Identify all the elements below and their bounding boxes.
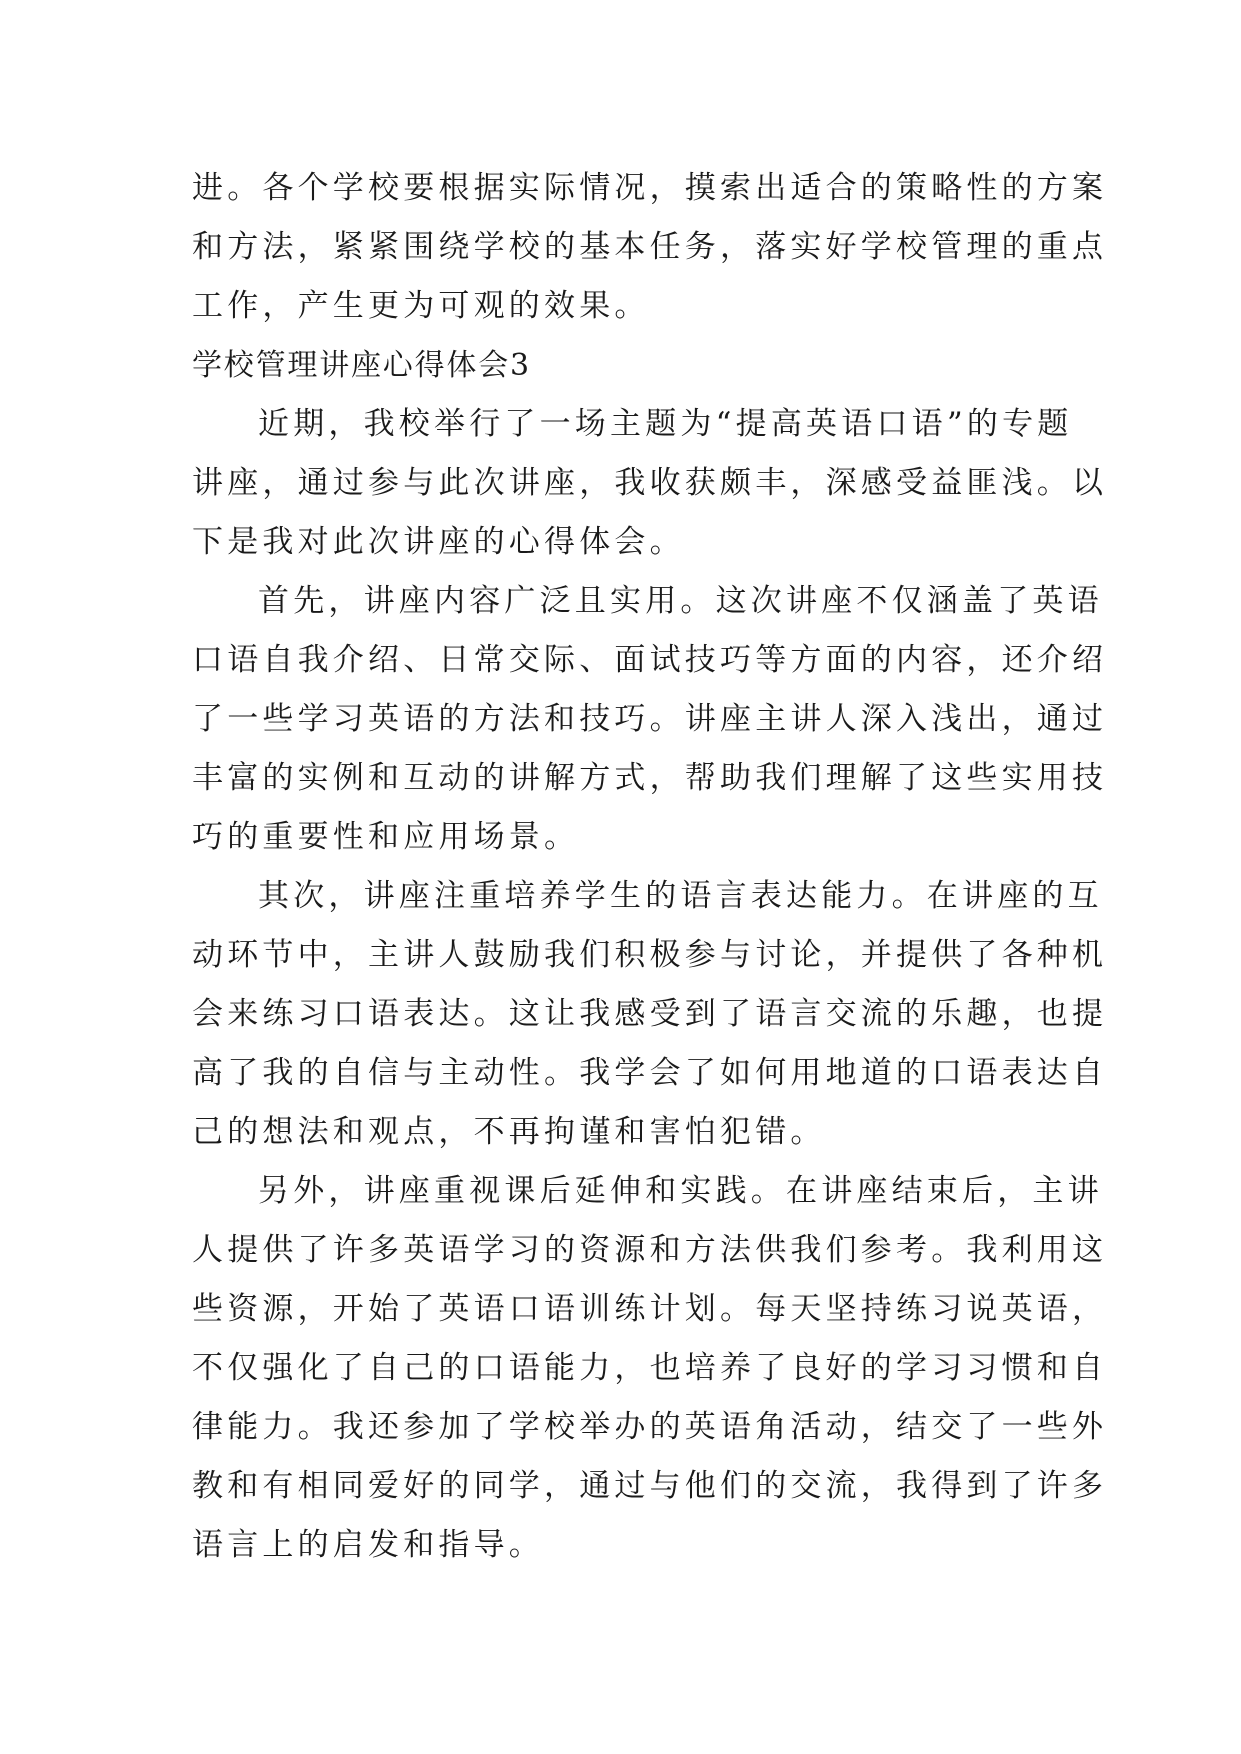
paragraph-second: [192, 867, 1108, 1162]
text-line: 工作，产生更为可观的效果。: [192, 288, 650, 324]
text-line: 丰富的实例和互动的讲解方式，帮助我们理解了这些实用技: [192, 760, 1108, 796]
text-line: 高了我的自信与主动性。我学会了如何用地道的口语表达自: [192, 1055, 1108, 1091]
text-line: 巧的重要性和应用场景。: [192, 819, 580, 855]
text-line: 了一些学习英语的方法和技巧。讲座主讲人深入浅出，通过: [192, 701, 1108, 737]
continuation-paragraph: [192, 159, 1108, 336]
document-body: [192, 159, 1108, 1575]
text-line: 下是我对此次讲座的心得体会。: [192, 524, 685, 560]
text-line: 会来练习口语表达。这让我感受到了语言交流的乐趣，也提: [192, 996, 1108, 1032]
text-line: 另外，讲座重视课后延伸和实践。在讲座结束后，主讲: [258, 1173, 1103, 1209]
text-line: 讲座，通过参与此次讲座，我收获颇丰，深感受益匪浅。以: [192, 465, 1108, 501]
paragraph-first: [192, 572, 1108, 867]
text-line: 近期，我校举行了一场主题为“提高英语口语”的专题: [258, 406, 1073, 442]
text-line: 语言上的启发和指导。: [192, 1527, 544, 1563]
text-line: 己的想法和观点，不再拘谨和害怕犯错。: [192, 1114, 826, 1150]
paragraph-intro: [192, 395, 1108, 572]
section-title: 学校管理讲座心得体会3: [192, 348, 531, 383]
text-line: 教和有相同爱好的同学，通过与他们的交流，我得到了许多: [192, 1468, 1108, 1504]
text-line: 和方法，紧紧围绕学校的基本任务，落实好学校管理的重点: [192, 229, 1108, 265]
text-line: 首先，讲座内容广泛且实用。这次讲座不仅涵盖了英语: [258, 583, 1103, 619]
text-line: 人提供了许多英语学习的资源和方法供我们参考。我利用这: [192, 1232, 1108, 1268]
text-line: 其次，讲座注重培养学生的语言表达能力。在讲座的互: [258, 878, 1103, 914]
paragraph-third: [192, 1162, 1108, 1575]
text-line: 进。各个学校要根据实际情况，摸索出适合的策略性的方案: [192, 170, 1108, 206]
text-line: 些资源，开始了英语口语训练计划。每天坚持练习说英语，: [192, 1291, 1108, 1327]
text-line: 动环节中，主讲人鼓励我们积极参与讨论，并提供了各种机: [192, 937, 1108, 973]
text-line: 律能力。我还参加了学校举办的英语角活动，结交了一些外: [192, 1409, 1108, 1445]
text-line: 不仅强化了自己的口语能力，也培养了良好的学习习惯和自: [192, 1350, 1108, 1386]
text-line: 口语自我介绍、日常交际、面试技巧等方面的内容，还介绍: [192, 642, 1108, 678]
